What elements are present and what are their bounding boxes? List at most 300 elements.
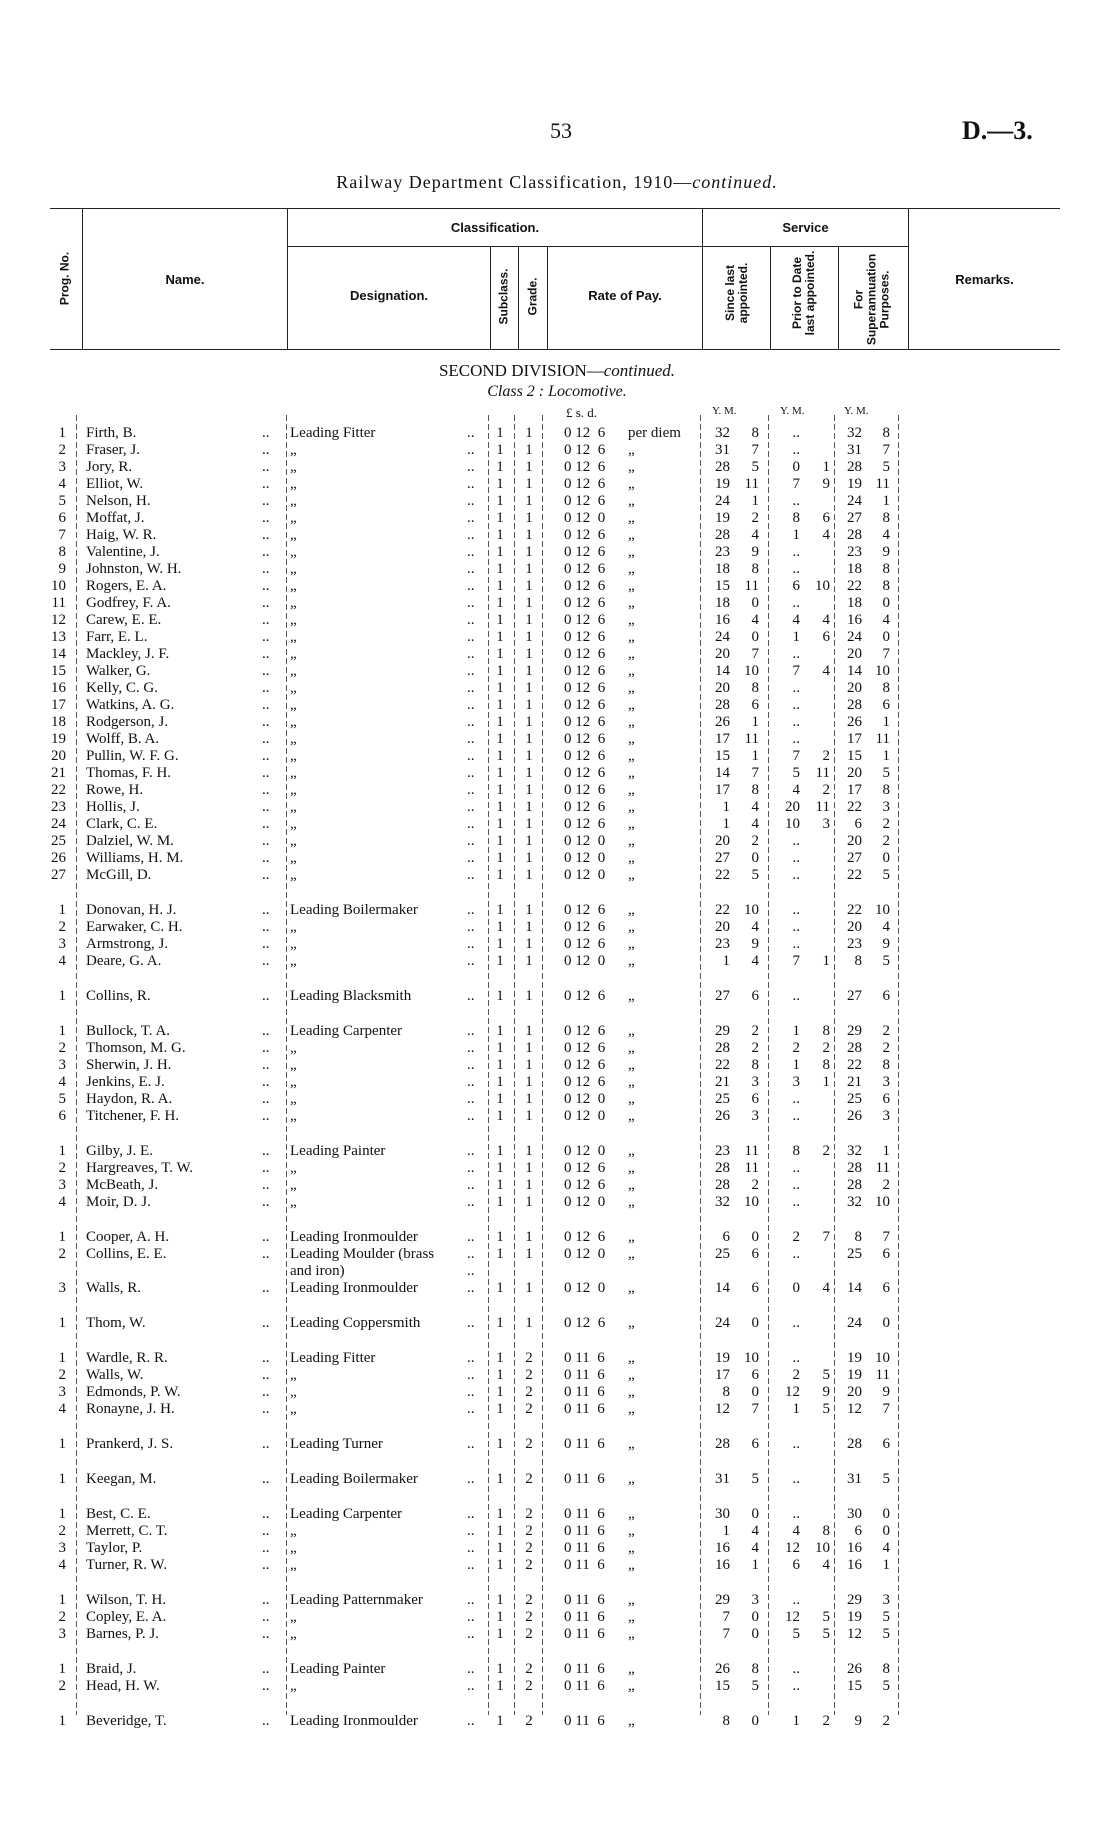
subclass: 1 (496, 1023, 504, 1039)
super-months: 2 (882, 1040, 890, 1056)
rate-unit: „ (628, 476, 635, 492)
leader-dots: .. (467, 476, 475, 492)
employee-name: Moffat, J. (86, 510, 145, 526)
super-months: 3 (882, 799, 890, 815)
super-months: 10 (875, 1350, 890, 1366)
prior-years: 20 (785, 799, 800, 815)
super-months: 3 (882, 1074, 890, 1090)
col-classification: Classification. (450, 220, 540, 235)
leader-dots: .. (467, 936, 475, 952)
grade: 1 (525, 612, 533, 628)
rate-of-pay: 0 11 6 (564, 1713, 605, 1729)
leader-dots: .. (467, 1523, 475, 1539)
leader-dots: .. (467, 1626, 475, 1642)
prior-years: 8 (792, 1143, 800, 1159)
subclass: 1 (496, 1091, 504, 1107)
leader-dots: .. (262, 816, 270, 832)
designation: „ (290, 1609, 297, 1625)
rate-unit: „ (628, 714, 635, 730)
rate-unit: „ (628, 1023, 635, 1039)
since-months: 7 (751, 442, 759, 458)
rate-unit: „ (628, 731, 635, 747)
super-years: 27 (847, 850, 862, 866)
since-months: 6 (751, 1436, 759, 1452)
super-years: 22 (847, 867, 862, 883)
grade: 1 (525, 1160, 533, 1176)
rate-of-pay: 0 12 6 (564, 1177, 606, 1193)
rate-of-pay: 0 12 0 (564, 850, 606, 866)
table-row (0, 1435, 1114, 1453)
super-years: 16 (847, 1557, 862, 1573)
since-months: 6 (751, 697, 759, 713)
since-years: 23 (715, 544, 730, 560)
since-months: 2 (751, 1177, 759, 1193)
rate-unit: „ (628, 578, 635, 594)
since-months: 2 (751, 833, 759, 849)
prior-years: .. (792, 1350, 800, 1366)
rate-of-pay: 0 12 0 (564, 1246, 606, 1262)
grade: 2 (525, 1384, 533, 1400)
leader-dots: .. (467, 850, 475, 866)
super-months: 3 (882, 1592, 890, 1608)
leader-dots: .. (262, 1384, 270, 1400)
units-prior: Y. M. (780, 405, 805, 417)
prog-number: 2 (58, 1609, 66, 1625)
leader-dots: .. (467, 799, 475, 815)
grade: 2 (525, 1592, 533, 1608)
prior-months: 5 (822, 1401, 830, 1417)
employee-name: Carew, E. E. (86, 612, 162, 628)
designation: „ (290, 493, 297, 509)
rate-of-pay: 0 12 6 (564, 663, 606, 679)
table-row (0, 815, 1114, 833)
rate-unit: „ (628, 1626, 635, 1642)
prior-months: 1 (822, 953, 830, 969)
leader-dots: .. (262, 1246, 270, 1262)
prog-number: 1 (58, 1315, 66, 1331)
prior-years: 0 (792, 1280, 800, 1296)
employee-name: Valentine, J. (86, 544, 160, 560)
rate-unit: „ (628, 1160, 635, 1176)
prior-months: 6 (822, 629, 830, 645)
designation: Leading Fitter (290, 1350, 376, 1366)
prog-number: 7 (58, 527, 66, 543)
section-title-cont: continued. (603, 361, 676, 380)
subclass: 1 (496, 612, 504, 628)
employee-name: Collins, R. (86, 988, 151, 1004)
super-months: 10 (875, 902, 890, 918)
employee-name: Walls, R. (86, 1280, 142, 1296)
rate-of-pay: 0 12 0 (564, 833, 606, 849)
super-years: 8 (854, 953, 862, 969)
rate-unit: „ (628, 663, 635, 679)
rate-unit: „ (628, 799, 635, 815)
employee-name: Kelly, C. G. (86, 680, 158, 696)
prog-number: 9 (58, 561, 66, 577)
since-years: 14 (715, 663, 730, 679)
subclass: 1 (496, 1194, 504, 1210)
rate-of-pay: 0 12 6 (564, 782, 606, 798)
leader-dots: .. (467, 1557, 475, 1573)
prior-years: .. (792, 936, 800, 952)
rate-of-pay: 0 12 6 (564, 527, 606, 543)
leader-dots: .. (262, 1280, 270, 1296)
designation: „ (290, 1091, 297, 1107)
rate-of-pay: 0 12 6 (564, 595, 606, 611)
super-months: 7 (882, 1401, 890, 1417)
since-months: 0 (751, 1609, 759, 1625)
prior-months: 5 (822, 1367, 830, 1383)
since-years: 8 (722, 1713, 730, 1729)
prog-number: 2 (58, 1523, 66, 1539)
super-months: 8 (882, 510, 890, 526)
leader-dots: .. (262, 544, 270, 560)
since-years: 22 (715, 902, 730, 918)
designation: „ (290, 1626, 297, 1642)
leader-dots: .. (262, 731, 270, 747)
leader-dots: .. (467, 646, 475, 662)
prior-years: .. (792, 919, 800, 935)
leader-dots: .. (262, 595, 270, 611)
super-years: 28 (847, 1177, 862, 1193)
rate-unit: „ (628, 953, 635, 969)
super-months: 7 (882, 1229, 890, 1245)
prog-number: 2 (58, 442, 66, 458)
rate-of-pay: 0 12 6 (564, 1057, 606, 1073)
since-months: 4 (751, 919, 759, 935)
since-years: 14 (715, 765, 730, 781)
grade: 2 (525, 1626, 533, 1642)
since-years: 31 (715, 1471, 730, 1487)
leader-dots: .. (467, 1091, 475, 1107)
grade: 1 (525, 1229, 533, 1245)
leader-dots: .. (262, 748, 270, 764)
rate-of-pay: 0 11 6 (564, 1661, 605, 1677)
subclass: 1 (496, 663, 504, 679)
leader-dots: .. (467, 1263, 475, 1279)
rate-of-pay: 0 12 6 (564, 1074, 606, 1090)
subclass: 1 (496, 629, 504, 645)
since-years: 21 (715, 1074, 730, 1090)
prior-months: 10 (815, 1540, 830, 1556)
subclass: 1 (496, 1143, 504, 1159)
employee-name: Gilby, J. E. (86, 1143, 153, 1159)
prior-months: 2 (822, 1040, 830, 1056)
employee-name: Jenkins, E. J. (86, 1074, 165, 1090)
super-months: 0 (882, 1523, 890, 1539)
designation: Leading Moulder (brass (290, 1246, 435, 1262)
subclass: 1 (496, 1229, 504, 1245)
employee-name: Dalziel, W. M. (86, 833, 174, 849)
super-years: 31 (847, 442, 862, 458)
leader-dots: .. (467, 1401, 475, 1417)
grade: 1 (525, 493, 533, 509)
super-months: 9 (882, 1384, 890, 1400)
table-header (50, 208, 1060, 350)
prior-years: 2 (792, 1040, 800, 1056)
super-years: 28 (847, 1040, 862, 1056)
rate-of-pay: 0 12 6 (564, 1229, 606, 1245)
since-months: 10 (744, 902, 759, 918)
leader-dots: .. (262, 1626, 270, 1642)
subclass: 1 (496, 493, 504, 509)
rate-unit: „ (628, 1057, 635, 1073)
rate-unit: „ (628, 833, 635, 849)
prior-years: .. (792, 988, 800, 1004)
since-years: 19 (715, 1350, 730, 1366)
prog-number: 20 (51, 748, 66, 764)
super-years: 28 (847, 697, 862, 713)
employee-name: Thomson, M. G. (86, 1040, 186, 1056)
since-years: 17 (715, 782, 730, 798)
employee-name: Moir, D. J. (86, 1194, 151, 1210)
subclass: 1 (496, 748, 504, 764)
prog-number: 1 (58, 1661, 66, 1677)
super-months: 2 (882, 833, 890, 849)
designation: „ (290, 714, 297, 730)
designation: „ (290, 1177, 297, 1193)
since-months: 11 (744, 578, 759, 594)
rate-unit: „ (628, 1384, 635, 1400)
grade: 1 (525, 1194, 533, 1210)
rate-unit: „ (628, 1523, 635, 1539)
employee-name: Thom, W. (86, 1315, 146, 1331)
employee-name: Jory, R. (86, 459, 133, 475)
grade: 1 (525, 1074, 533, 1090)
designation: „ (290, 850, 297, 866)
rate-unit: „ (628, 1229, 635, 1245)
leader-dots: .. (467, 1023, 475, 1039)
rate-of-pay: 0 12 0 (564, 1143, 606, 1159)
designation: „ (290, 1194, 297, 1210)
leader-dots: .. (467, 1246, 475, 1262)
super-years: 26 (847, 714, 862, 730)
prior-years: .. (792, 1678, 800, 1694)
table-row (0, 1073, 1114, 1091)
designation: Leading Ironmoulder (290, 1229, 418, 1245)
since-months: 4 (751, 799, 759, 815)
leader-dots: .. (262, 629, 270, 645)
grade: 1 (525, 544, 533, 560)
leader-dots: .. (467, 1229, 475, 1245)
since-years: 24 (715, 629, 730, 645)
since-months: 10 (744, 1194, 759, 1210)
leader-dots: .. (262, 476, 270, 492)
prog-number: 2 (58, 1040, 66, 1056)
since-months: 6 (751, 1367, 759, 1383)
super-months: 4 (882, 612, 890, 628)
grade: 1 (525, 1143, 533, 1159)
table-row (0, 987, 1114, 1005)
prog-number: 26 (51, 850, 66, 866)
since-months: 5 (751, 867, 759, 883)
super-years: 22 (847, 799, 862, 815)
prior-years: .. (792, 646, 800, 662)
super-years: 31 (847, 1471, 862, 1487)
designation: „ (290, 510, 297, 526)
prior-years: 7 (792, 748, 800, 764)
since-years: 20 (715, 680, 730, 696)
rate-unit: „ (628, 1401, 635, 1417)
grade: 1 (525, 1280, 533, 1296)
prog-number: 18 (51, 714, 66, 730)
prior-years: 12 (785, 1384, 800, 1400)
leader-dots: .. (262, 1040, 270, 1056)
super-months: 8 (882, 1661, 890, 1677)
grade: 2 (525, 1557, 533, 1573)
super-years: 26 (847, 1661, 862, 1677)
designation: „ (290, 1074, 297, 1090)
prog-number: 1 (58, 1023, 66, 1039)
designation: „ (290, 799, 297, 815)
grade: 1 (525, 1091, 533, 1107)
grade: 2 (525, 1436, 533, 1452)
prior-months: 1 (822, 459, 830, 475)
prog-number: 1 (58, 988, 66, 1004)
page-title-suffix: continued. (692, 172, 778, 192)
rate-of-pay: 0 11 6 (564, 1401, 605, 1417)
leader-dots: .. (262, 1557, 270, 1573)
since-months: 3 (751, 1592, 759, 1608)
grade: 2 (525, 1713, 533, 1729)
subclass: 1 (496, 1280, 504, 1296)
super-months: 6 (882, 1091, 890, 1107)
rate-of-pay: 0 12 6 (564, 578, 606, 594)
prior-years: .. (792, 1091, 800, 1107)
leader-dots: .. (262, 902, 270, 918)
super-years: 17 (847, 731, 862, 747)
rate-of-pay: 0 12 6 (564, 731, 606, 747)
designation: „ (290, 867, 297, 883)
super-months: 11 (875, 476, 890, 492)
since-months: 11 (744, 731, 759, 747)
grade: 2 (525, 1540, 533, 1556)
rate-of-pay: 0 11 6 (564, 1678, 605, 1694)
since-months: 5 (751, 459, 759, 475)
leader-dots: .. (467, 544, 475, 560)
super-months: 4 (882, 1540, 890, 1556)
prog-number: 5 (58, 493, 66, 509)
since-years: 20 (715, 919, 730, 935)
grade: 1 (525, 1108, 533, 1124)
subclass: 1 (496, 1367, 504, 1383)
leader-dots: .. (262, 1540, 270, 1556)
designation: „ (290, 527, 297, 543)
since-years: 16 (715, 612, 730, 628)
leader-dots: .. (262, 919, 270, 935)
subclass: 1 (496, 1350, 504, 1366)
rate-unit: „ (628, 1678, 635, 1694)
prior-years: 0 (792, 459, 800, 475)
leader-dots: .. (467, 459, 475, 475)
since-years: 20 (715, 646, 730, 662)
grade: 1 (525, 1315, 533, 1331)
leader-dots: .. (262, 799, 270, 815)
table-row (0, 1193, 1114, 1211)
rate-unit: „ (628, 1350, 635, 1366)
table-row (0, 1400, 1114, 1418)
since-months: 4 (751, 1540, 759, 1556)
since-months: 1 (751, 714, 759, 730)
prior-years: .. (792, 714, 800, 730)
table-row (0, 1262, 1114, 1280)
since-years: 7 (722, 1609, 730, 1625)
employee-name: Watkins, A. G. (86, 697, 175, 713)
super-years: 12 (847, 1401, 862, 1417)
since-months: 8 (751, 1057, 759, 1073)
super-years: 18 (847, 595, 862, 611)
subclass: 1 (496, 1471, 504, 1487)
super-years: 32 (847, 1194, 862, 1210)
rate-unit: „ (628, 459, 635, 475)
prog-number: 3 (58, 936, 66, 952)
rate-of-pay: 0 12 6 (564, 459, 606, 475)
prior-months: 4 (822, 663, 830, 679)
since-months: 7 (751, 646, 759, 662)
rate-of-pay: 0 12 6 (564, 988, 606, 1004)
super-months: 11 (875, 731, 890, 747)
prior-years: .. (792, 493, 800, 509)
grade: 1 (525, 833, 533, 849)
prior-months: 1 (822, 1074, 830, 1090)
grade: 1 (525, 680, 533, 696)
since-months: 1 (751, 748, 759, 764)
rate-unit: „ (628, 527, 635, 543)
since-years: 30 (715, 1506, 730, 1522)
subclass: 1 (496, 1108, 504, 1124)
prior-months: 8 (822, 1023, 830, 1039)
super-years: 16 (847, 1540, 862, 1556)
grade: 1 (525, 1057, 533, 1073)
prog-number: 27 (51, 867, 66, 883)
super-years: 21 (847, 1074, 862, 1090)
since-months: 2 (751, 1023, 759, 1039)
since-months: 6 (751, 1091, 759, 1107)
prog-number: 5 (58, 1091, 66, 1107)
subclass: 1 (496, 1592, 504, 1608)
col-service: Service (782, 220, 829, 235)
prog-number: 2 (58, 919, 66, 935)
leader-dots: .. (467, 1609, 475, 1625)
col-designation: Designation. (349, 288, 428, 303)
rate-of-pay: 0 12 6 (564, 1315, 606, 1331)
rate-unit: „ (628, 544, 635, 560)
table-row (0, 1505, 1114, 1523)
since-years: 28 (715, 459, 730, 475)
super-months: 7 (882, 646, 890, 662)
grade: 1 (525, 1246, 533, 1262)
grade: 1 (525, 1040, 533, 1056)
since-years: 1 (722, 799, 730, 815)
super-years: 20 (847, 646, 862, 662)
table-row (0, 781, 1114, 799)
units-super: Y. M. (844, 405, 869, 417)
employee-name: Rogers, E. A. (86, 578, 167, 594)
employee-name: Turner, R. W. (86, 1557, 167, 1573)
prior-months: 8 (822, 1057, 830, 1073)
prior-years: 5 (792, 1626, 800, 1642)
rate-unit: „ (628, 902, 635, 918)
since-months: 10 (744, 663, 759, 679)
prior-years: 1 (792, 1401, 800, 1417)
grade: 2 (525, 1523, 533, 1539)
leader-dots: .. (262, 697, 270, 713)
rate-unit: „ (628, 850, 635, 866)
super-months: 10 (875, 663, 890, 679)
rate-of-pay: 0 12 6 (564, 919, 606, 935)
prior-months: 9 (822, 1384, 830, 1400)
employee-name: Ronayne, J. H. (86, 1401, 175, 1417)
